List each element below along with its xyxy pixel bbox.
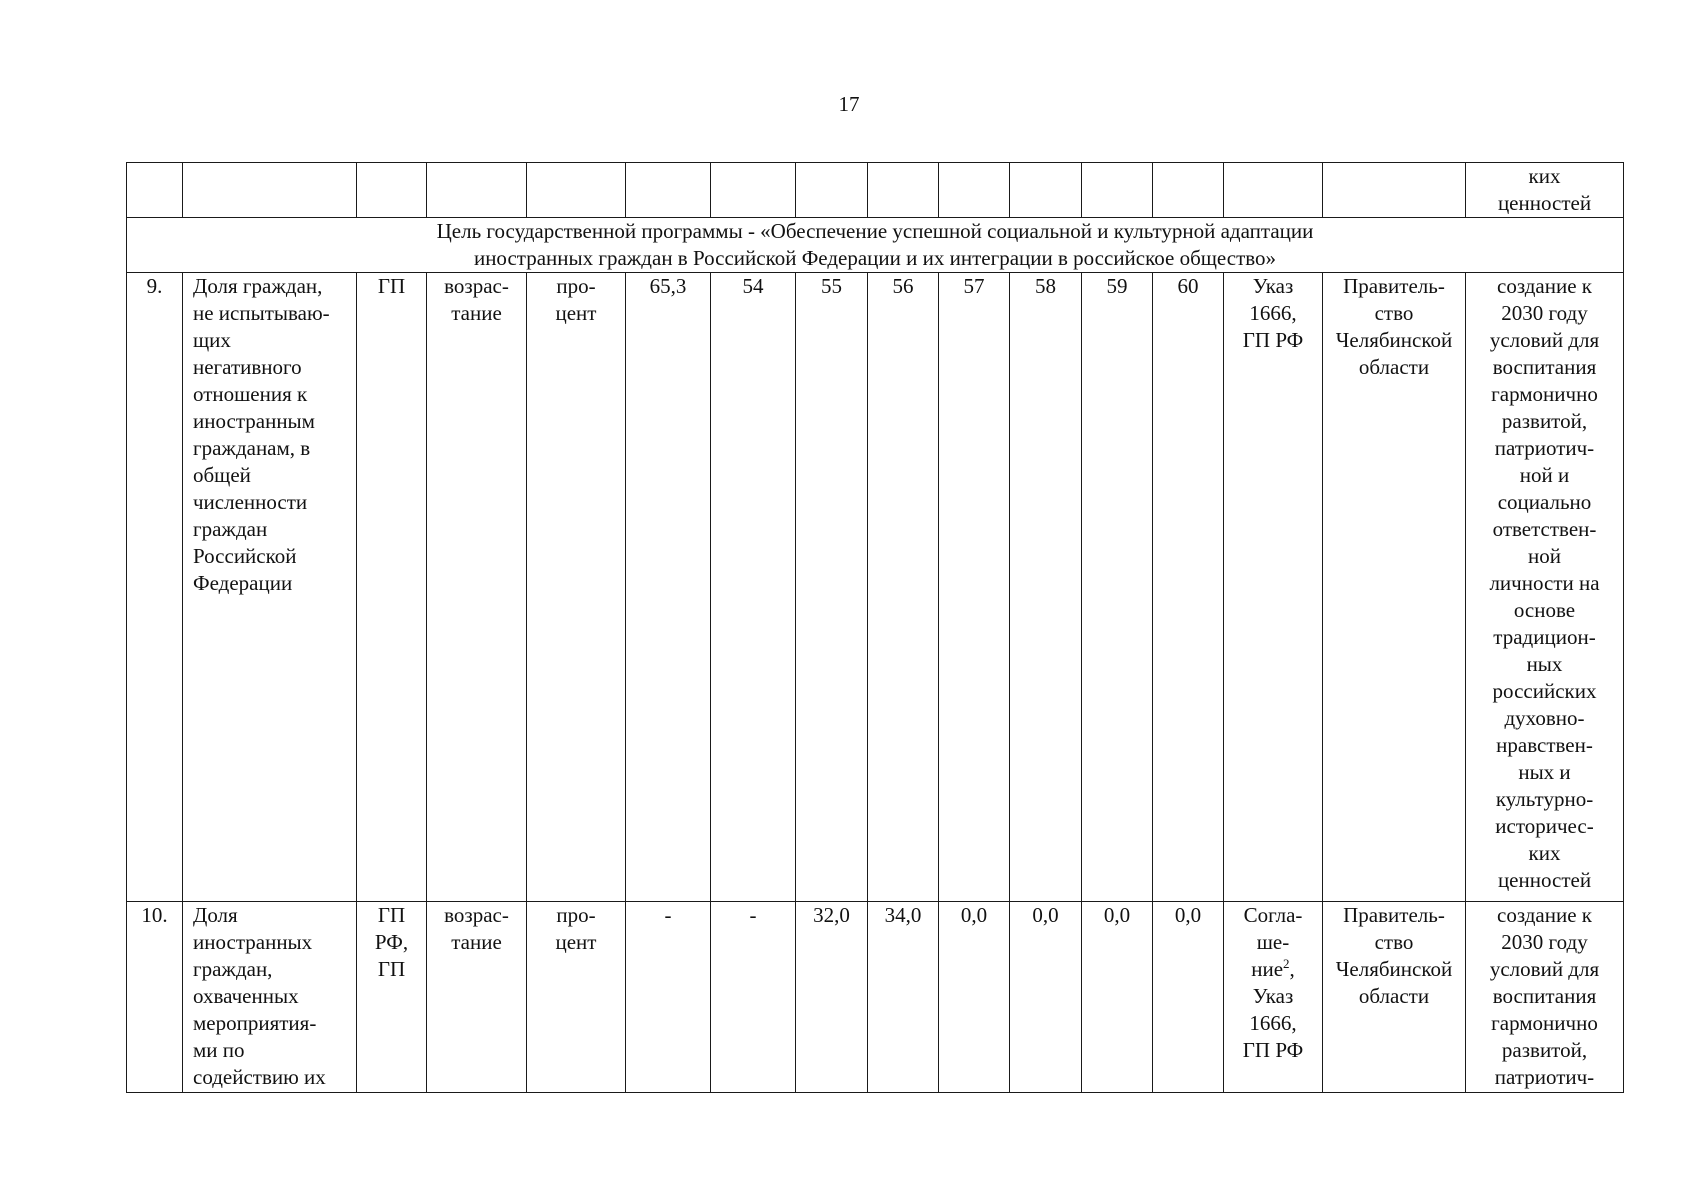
indicator-value: -	[711, 902, 796, 1093]
row-number: 9.	[127, 273, 183, 902]
indicator-responsible-line: Челябинской	[1335, 328, 1453, 352]
indicator-result-line: 2030 году	[1501, 930, 1588, 954]
continuation-row	[127, 163, 1624, 218]
indicator-basis-line: ние	[1251, 957, 1284, 981]
indicator-value: 55	[796, 273, 868, 902]
basis-line-with-footnote	[1228, 956, 1318, 983]
page-number: 17	[838, 92, 860, 116]
indicator-name	[183, 902, 357, 1093]
indicator-source-line: ГП	[377, 274, 406, 298]
indicator-result-line: ной и	[1519, 463, 1570, 487]
indicator-result-line: гармонично	[1491, 382, 1598, 406]
goal-row	[127, 218, 1624, 273]
indicator-responsible-line: Правитель-	[1343, 274, 1445, 298]
indicator-name-line: не испытываю-	[193, 301, 330, 325]
indicator-basis-line: ГП РФ	[1242, 328, 1304, 352]
indicator-value: 34,0	[868, 902, 939, 1093]
cell-empty	[183, 163, 357, 218]
indicator-value: -	[626, 902, 711, 1093]
cell-empty	[357, 163, 427, 218]
indicator-result-line: социально	[1497, 490, 1592, 514]
table-row	[127, 273, 1624, 902]
indicator-source-line: ГП	[377, 903, 406, 927]
indicator-trend-line: возрас-	[444, 903, 509, 927]
indicator-result-line: ной	[1528, 544, 1561, 568]
indicator-responsible-line: области	[1358, 355, 1430, 379]
indicator-value: 0,0	[1082, 902, 1153, 1093]
indicator-responsible	[1323, 273, 1466, 902]
indicator-name-line: граждан,	[193, 957, 273, 981]
indicator-responsible	[1323, 902, 1466, 1093]
indicator-trend-line: тание	[451, 301, 502, 325]
indicator-result-line: ценностей	[1497, 868, 1592, 892]
indicator-name-line: негативного	[193, 355, 302, 379]
continuation-result-cell	[1466, 163, 1624, 218]
indicator-name-line: граждан	[193, 517, 268, 541]
indicator-result-line: условий для	[1489, 957, 1600, 981]
indicator-value: 58	[1010, 273, 1082, 902]
indicator-result-line: патриотич-	[1494, 1065, 1595, 1089]
cell-empty	[1323, 163, 1466, 218]
indicator-value: 54	[711, 273, 796, 902]
cell-empty	[527, 163, 626, 218]
indicator-result-line: развитой,	[1501, 409, 1588, 433]
indicator-unit	[527, 273, 626, 902]
cell-empty	[1010, 163, 1082, 218]
cell-empty	[127, 163, 183, 218]
indicator-name-line: Российской	[193, 544, 297, 568]
indicator-value: 57	[939, 273, 1010, 902]
indicator-unit-line: про-	[556, 903, 596, 927]
indicator-unit-line: цент	[555, 301, 597, 325]
cell-empty	[626, 163, 711, 218]
indicator-responsible-line: ство	[1374, 930, 1414, 954]
indicator-result-line: ких	[1528, 841, 1561, 865]
indicator-source	[357, 902, 427, 1093]
indicator-basis-line: 1666,	[1249, 1011, 1297, 1035]
indicator-result-line: ответствен-	[1492, 517, 1597, 541]
footnote-suffix: ,	[1289, 957, 1295, 981]
indicator-responsible-line: области	[1358, 984, 1430, 1008]
indicator-result-line: ных	[1526, 652, 1563, 676]
indicator-value: 65,3	[626, 273, 711, 902]
indicator-value: 0,0	[1010, 902, 1082, 1093]
indicator-result-line: создание к	[1497, 274, 1592, 298]
indicator-source	[357, 273, 427, 902]
indicator-result-line: основе	[1513, 598, 1576, 622]
indicator-name-line: иностранным	[193, 409, 315, 433]
cell-empty	[796, 163, 868, 218]
indicator-value: 60	[1153, 273, 1224, 902]
indicator-result-line: историчес-	[1495, 814, 1594, 838]
indicator-result-line: воспитания	[1492, 355, 1597, 379]
continuation-line: ценностей	[1497, 191, 1592, 215]
indicator-trend	[427, 902, 527, 1093]
indicator-result-line: культурно-	[1495, 787, 1594, 811]
indicator-result-line: российских	[1492, 679, 1597, 703]
indicator-result-line: условий для	[1489, 328, 1600, 352]
goal-cell	[127, 218, 1624, 273]
indicator-basis-line: Согла-	[1243, 903, 1303, 927]
indicator-name-line: отношения к	[193, 382, 308, 406]
goal-line: Цель государственной программы - «Обеспечение успешной социальной и культурной адаптации	[436, 219, 1314, 243]
continuation-line: ких	[1528, 164, 1561, 188]
indicator-result	[1466, 273, 1624, 902]
cell-empty	[1224, 163, 1323, 218]
indicator-trend	[427, 273, 527, 902]
indicator-responsible-line: Челябинской	[1335, 957, 1453, 981]
indicator-value: 0,0	[1153, 902, 1224, 1093]
indicator-result-line: патриотич-	[1494, 436, 1595, 460]
indicator-basis	[1224, 273, 1323, 902]
cell-empty	[427, 163, 527, 218]
cell-empty	[711, 163, 796, 218]
indicator-basis-line: Указ	[1252, 984, 1294, 1008]
indicator-basis-line: 1666,	[1249, 301, 1297, 325]
indicator-value: 0,0	[939, 902, 1010, 1093]
indicator-result-line: развитой,	[1501, 1038, 1588, 1062]
indicator-name-line: Федерации	[193, 571, 293, 595]
cell-empty	[1082, 163, 1153, 218]
indicator-trend-line: тание	[451, 930, 502, 954]
indicator-result-line: 2030 году	[1501, 301, 1588, 325]
indicator-unit-line: про-	[556, 274, 596, 298]
indicator-result-line: гармонично	[1491, 1011, 1598, 1035]
indicator-value: 32,0	[796, 902, 868, 1093]
indicator-trend-line: возрас-	[444, 274, 509, 298]
indicator-unit	[527, 902, 626, 1093]
indicator-source-line: РФ,	[374, 930, 409, 954]
indicator-name-line: иностранных	[193, 930, 313, 954]
cell-empty	[1153, 163, 1224, 218]
indicator-name	[183, 273, 357, 902]
indicator-basis	[1224, 902, 1323, 1093]
indicator-result-line: создание к	[1497, 903, 1592, 927]
indicator-name-line: щих	[193, 328, 231, 352]
indicator-basis-line: ше-	[1256, 930, 1290, 954]
goal-line: иностранных граждан в Российской Федерации и их интеграции в российское общество»	[473, 246, 1277, 270]
indicator-result-line: нравствен-	[1496, 733, 1593, 757]
indicator-result-line: личности на	[1489, 571, 1600, 595]
indicator-value: 56	[868, 273, 939, 902]
indicator-source-line: ГП	[377, 957, 406, 981]
indicator-result-line: воспитания	[1492, 984, 1597, 1008]
indicator-name-line: численности	[193, 490, 308, 514]
indicator-name-line: гражданам, в	[193, 436, 311, 460]
cell-empty	[939, 163, 1010, 218]
indicator-responsible-line: Правитель-	[1343, 903, 1445, 927]
indicator-name-line: Доля	[193, 903, 238, 927]
indicator-name-line: мероприятия-	[193, 1011, 317, 1035]
indicator-result-line: традицион-	[1493, 625, 1596, 649]
indicators-table	[126, 162, 1624, 1093]
indicator-name-line: охваченных	[193, 984, 299, 1008]
indicator-name-line: содействию их	[193, 1065, 326, 1089]
indicator-result-line: духовно-	[1504, 706, 1585, 730]
row-number: 10.	[127, 902, 183, 1093]
indicator-name-line: ми по	[193, 1038, 245, 1062]
table-row	[127, 902, 1624, 1093]
indicator-name-line: Доля граждан,	[193, 274, 323, 298]
indicator-value: 59	[1082, 273, 1153, 902]
footnote-mark: 2	[1283, 956, 1290, 971]
indicator-basis-line: Указ	[1252, 274, 1294, 298]
indicator-basis-line: ГП РФ	[1242, 1038, 1304, 1062]
indicator-unit-line: цент	[555, 930, 597, 954]
indicator-result	[1466, 902, 1624, 1093]
cell-empty	[868, 163, 939, 218]
indicator-result-line: ных и	[1518, 760, 1571, 784]
indicator-name-line: общей	[193, 463, 251, 487]
indicator-responsible-line: ство	[1374, 301, 1414, 325]
